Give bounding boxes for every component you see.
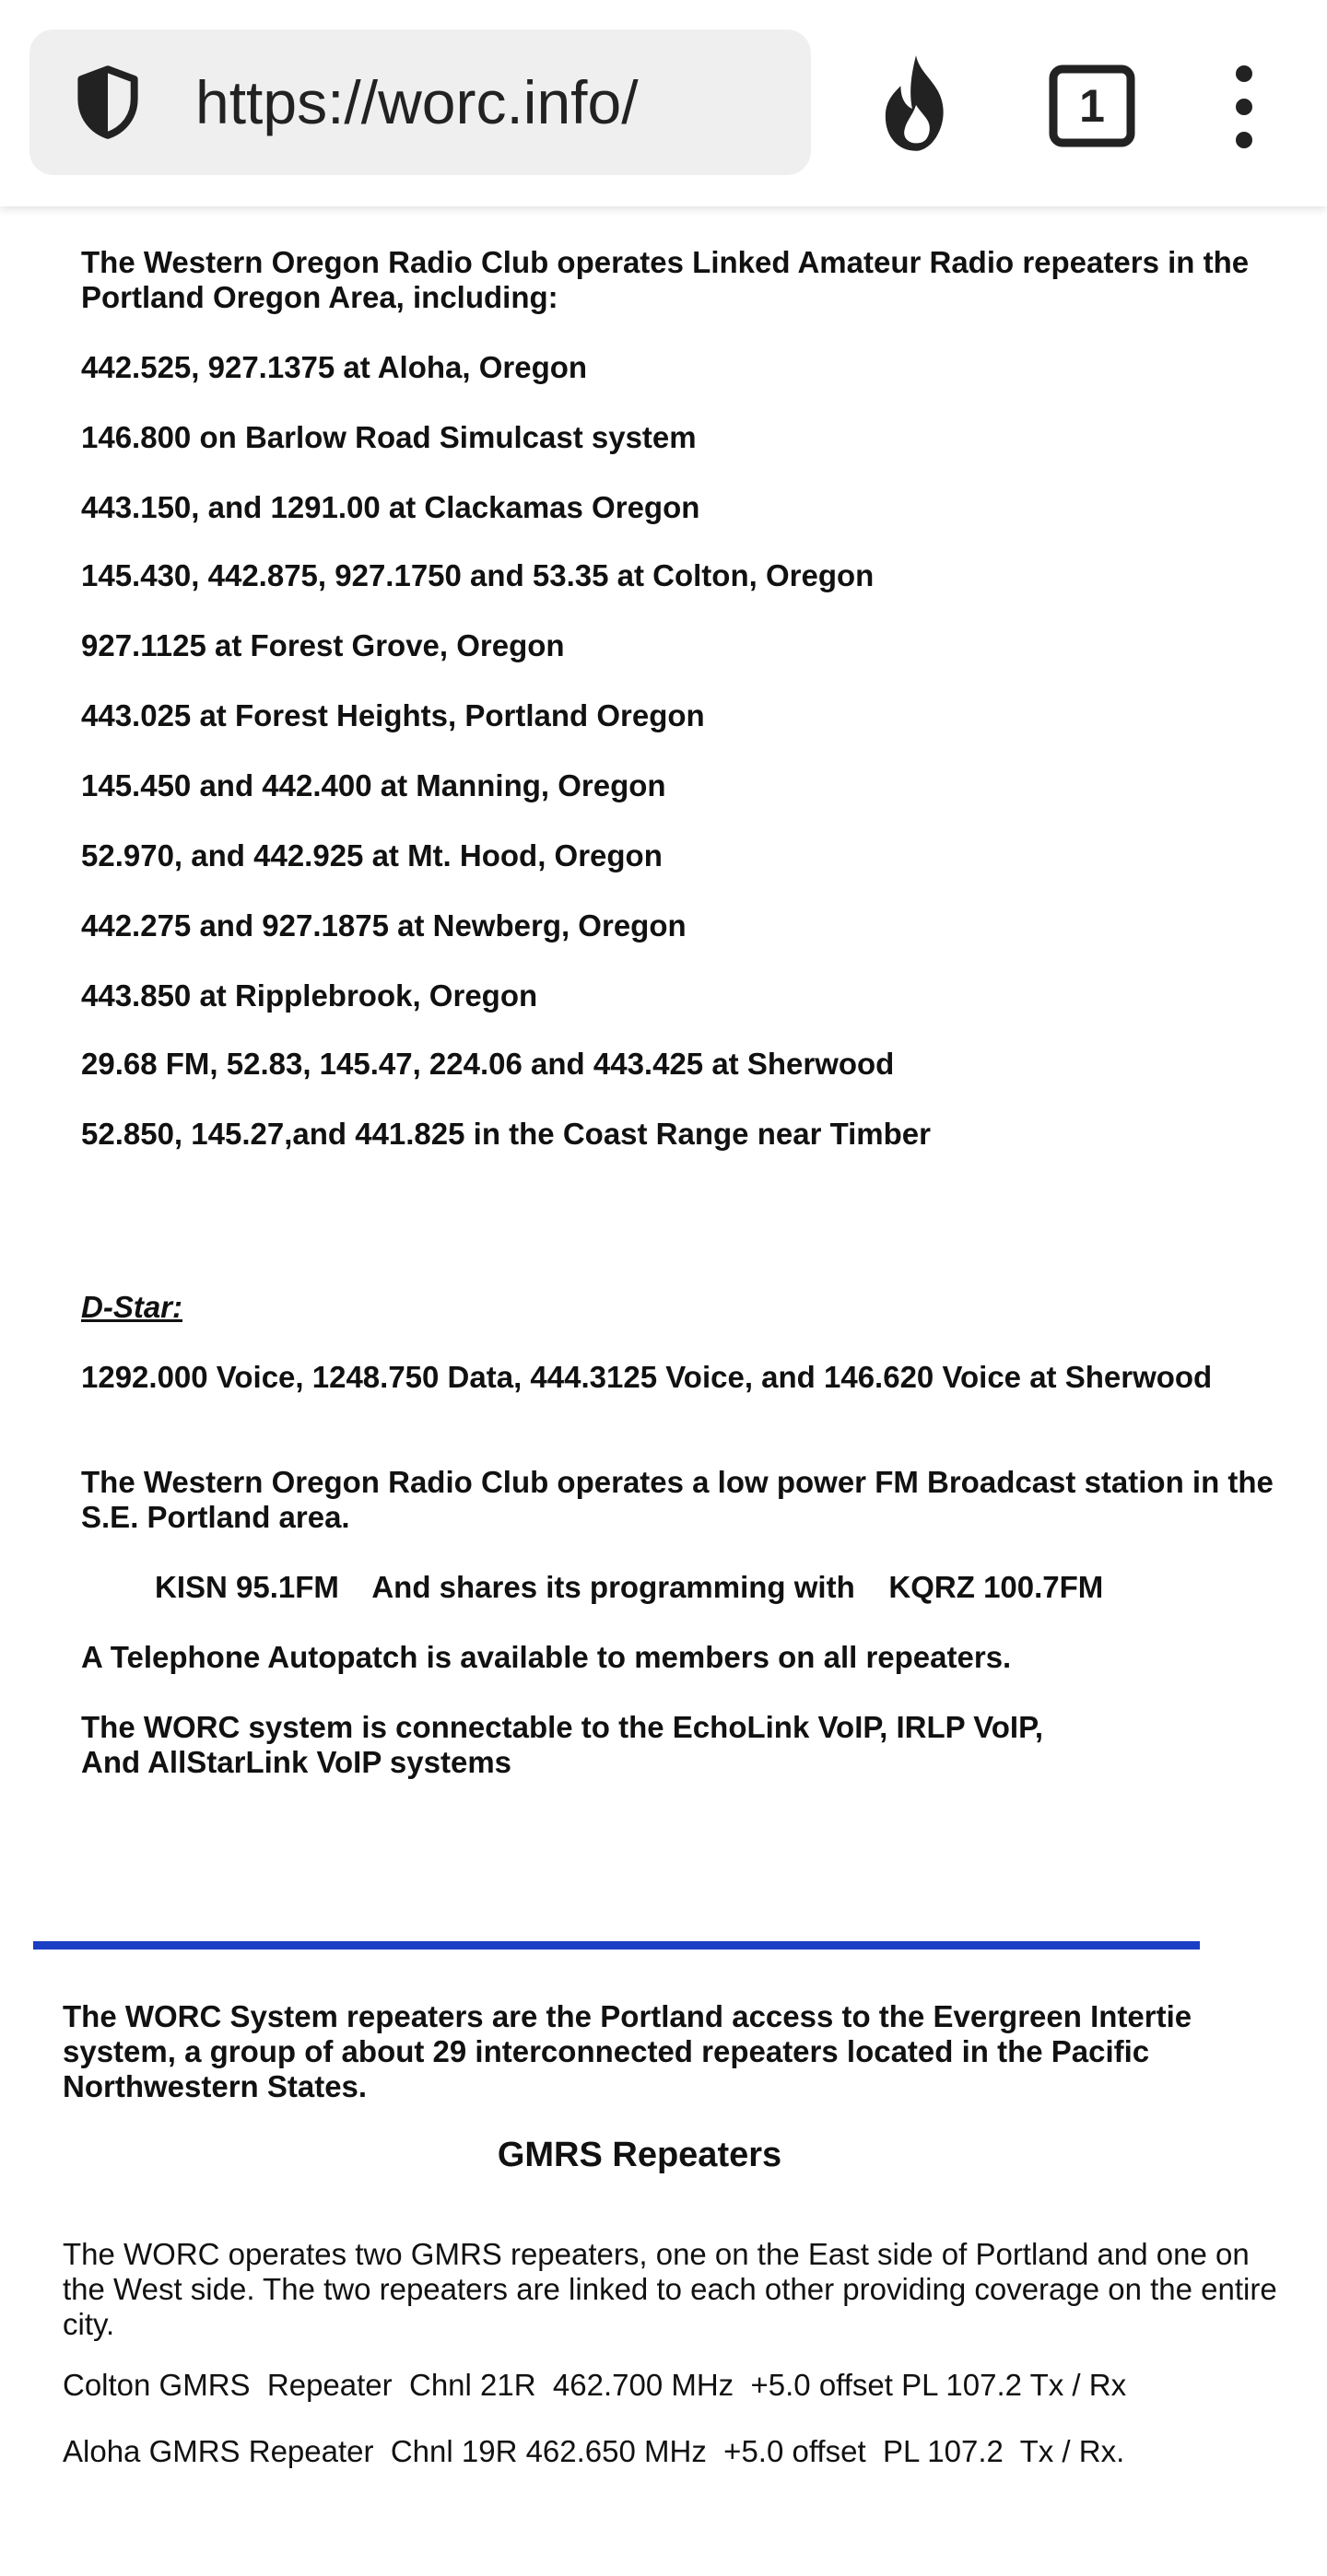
repeater-newberg: 442.275 and 927.1875 at Newberg, Oregon: [81, 908, 687, 943]
tabs-button[interactable]: [1049, 64, 1135, 147]
voip-line-1: The WORC system is connectable to the EchoLink VoIP, IRLP VoIP,: [81, 1710, 1044, 1744]
repeater-barlow-road: 146.800 on Barlow Road Simulcast system: [81, 420, 697, 454]
more-menu-icon[interactable]: [1226, 63, 1262, 151]
section-divider: [33, 1941, 1200, 1950]
gmrs-description: The WORC operates two GMRS repeaters, one on the East side of Portland and one on the West side. The two repeaters are linked to each other providing coverage on the entire city.: [63, 2237, 1277, 2341]
shield-icon[interactable]: [68, 63, 147, 142]
repeater-clackamas: 443.150, and 1291.00 at Clackamas Oregon: [81, 490, 700, 524]
repeater-aloha: 442.525, 927.1375 at Aloha, Oregon: [81, 350, 588, 384]
fm-broadcast-text: The Western Oregon Radio Club operates a low power FM Broadcast station in the S.E. Portland area.: [81, 1465, 1274, 1534]
repeater-manning: 145.450 and 442.400 at Manning, Oregon: [81, 768, 666, 802]
gmrs-colton: Colton GMRS Repeater Chnl 21R 462.700 MHz +5.0 offset PL 107.2 Tx / Rx: [63, 2368, 1127, 2402]
repeater-mt-hood: 52.970, and 442.925 at Mt. Hood, Oregon: [81, 838, 663, 872]
repeater-forest-heights: 443.025 at Forest Heights, Portland Oregon: [81, 698, 705, 732]
repeater-sherwood: 29.68 FM, 52.83, 145.47, 224.06 and 443.425 at Sherwood: [81, 1047, 895, 1081]
gmrs-title: GMRS Repeaters: [497, 2136, 782, 2174]
dstar-frequencies: 1292.000 Voice, 1248.750 Data, 444.3125 Voice, and 146.620 Voice at Sherwood: [81, 1360, 1213, 1394]
address-bar[interactable]: [29, 29, 811, 175]
browser-toolbar: [0, 0, 1327, 206]
repeater-forest-grove: 927.1125 at Forest Grove, Oregon: [81, 628, 565, 662]
repeater-colton: 145.430, 442.875, 927.1750 and 53.35 at Colton, Oregon: [81, 558, 875, 592]
repeater-ripplebrook: 443.850 at Ripplebrook, Oregon: [81, 978, 538, 1013]
repeater-timber: 52.850, 145.27,and 441.825 in the Coast Range near Timber: [81, 1117, 932, 1151]
kisn-line: KISN 95.1FM And shares its programming with KQRZ 100.7FM: [155, 1570, 1104, 1604]
fire-icon[interactable]: [870, 52, 962, 158]
dstar-heading: D-Star:: [81, 1290, 183, 1324]
tab-count: 1: [1079, 80, 1105, 132]
intertie-text: The WORC System repeaters are the Portland access to the Evergreen Intertie system, a group of about 29 interconnected repeaters located in the Pacific Northwestern States.: [63, 1999, 1192, 2103]
voip-line-2: And AllStarLink VoIP systems: [81, 1745, 512, 1779]
autopatch-text: A Telephone Autopatch is available to members on all repeaters.: [81, 1640, 1012, 1674]
gmrs-aloha: Aloha GMRS Repeater Chnl 19R 462.650 MHz +5.0 offset PL 107.2 Tx / Rx.: [63, 2434, 1125, 2468]
intro-text: The Western Oregon Radio Club operates Linked Amateur Radio repeaters in the Portland Oregon Area, including:: [81, 245, 1250, 314]
url-text[interactable]: https://worc.info/: [195, 68, 639, 136]
